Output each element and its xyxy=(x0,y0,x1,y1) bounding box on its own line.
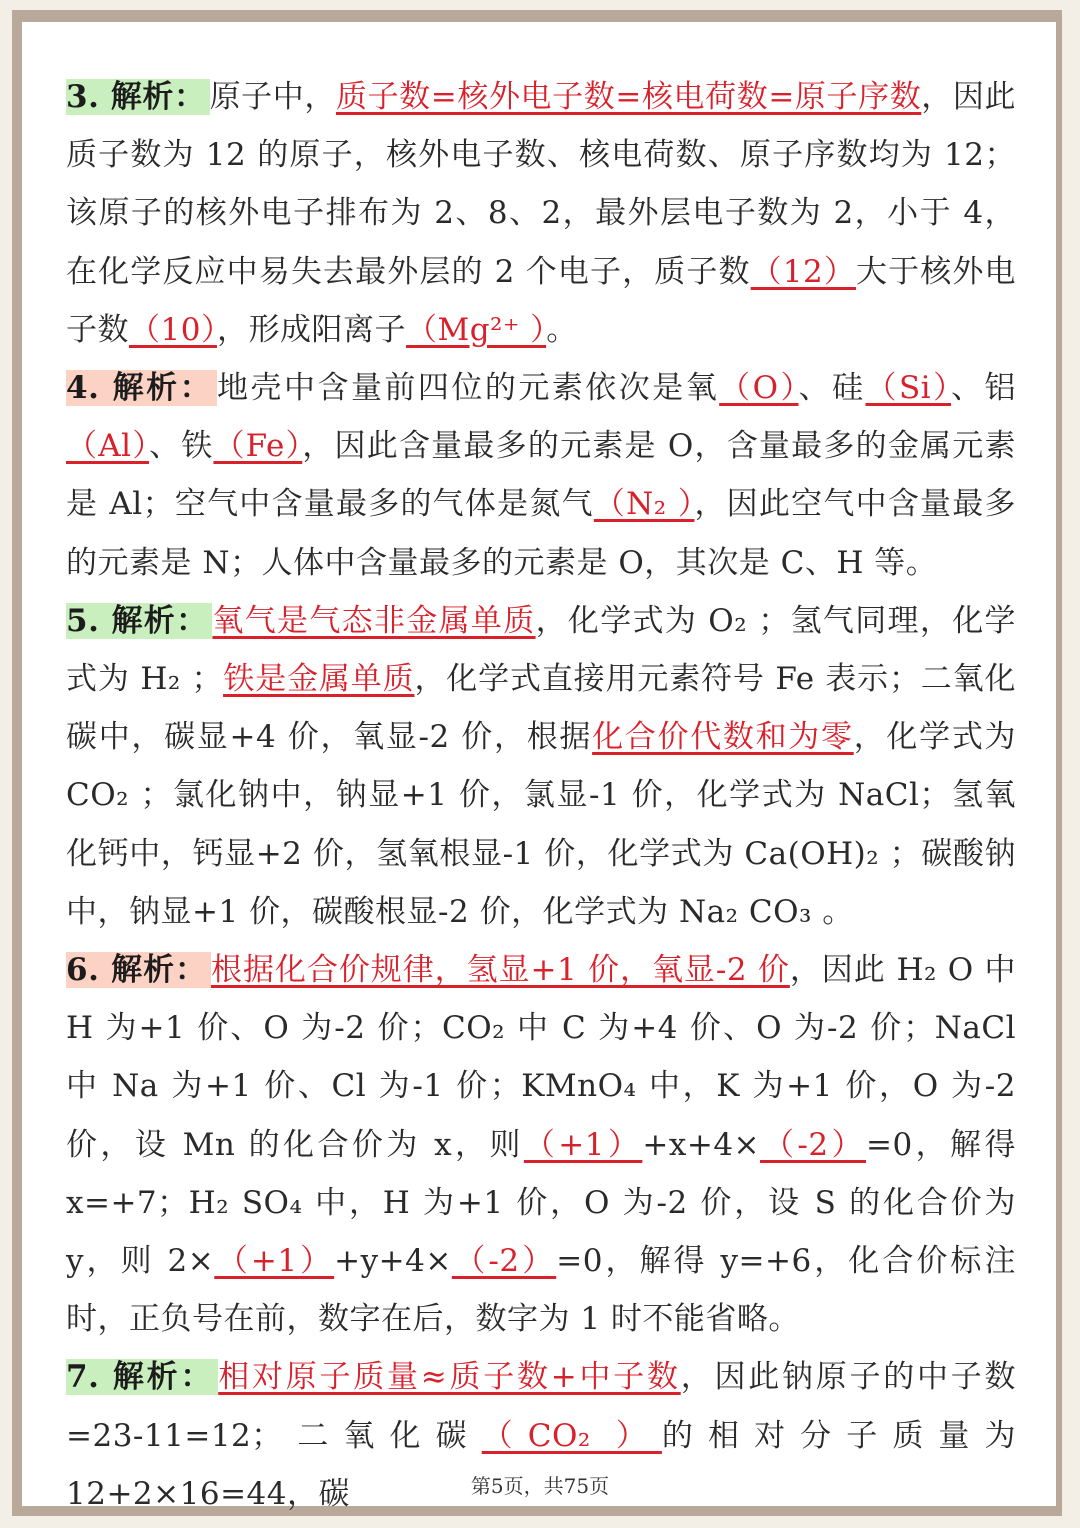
text: ，因此空气中含量最多的元素是 N；人体中含量最多的元素是 O，其次是 C、H 等。 xyxy=(66,486,1017,581)
text: ，化学式直接用元素符号 Fe 表示；二氧化碳中，碳显+4 价，氧显-2 价，根据 xyxy=(66,661,1016,756)
section-6 xyxy=(66,941,1016,1348)
text: ，因此质子数为 12 的原子，核外电子数、核电荷数、原子序数均为 12；该原子的核外电子排布为 2、8、2，最外层电子数为 2，小于 4，在化学反应中易失去最外层的 2 个电子，质子数 xyxy=(66,79,1016,290)
answer-blank: （Fe） xyxy=(213,428,303,465)
section-label: 6. 解析： xyxy=(66,952,211,988)
section-4 xyxy=(66,359,1016,592)
text: 。 xyxy=(546,311,578,348)
answer-blank: （N₂ ） xyxy=(593,486,695,523)
answer-blank: （10） xyxy=(129,311,217,348)
text: ，因此含量最多的元素是 O，含量最多的金属元素是 Al；空气中含量最多的气体是氮气 xyxy=(66,428,1016,523)
text: ，因此钠原子的中子数=23-11=12；二氧化碳 xyxy=(66,1359,1017,1454)
text: =0，解得 x=+7；H₂ SO₄ 中，H 为+1 价，O 为-2 价，设 S 的化合价为 y，则 2× xyxy=(66,1126,1016,1280)
text: =0，解得 y=+6，化合价标注时，正负号在前，数字在后，数字为 1 时不能省略。 xyxy=(66,1243,1016,1338)
answer-blank: （Al） xyxy=(66,428,149,465)
highlight-text: 质子数=核外电子数=核电荷数=原子序数 xyxy=(335,79,922,115)
text: ，化学式为 CO₂ ；氯化钠中，钠显+1 价，氯显-1 价，化学式为 NaCl；氢氧化钙中，钙显+2 价，氢氧根显-1 价，化学式为 Ca(OH)₂ ；碳酸钠中，钠显+1 价，碳酸根显-2 价，化学式为 Na₂ CO₃ 。 xyxy=(66,719,1017,930)
text: ，形成阳离子 xyxy=(216,311,406,348)
highlight-text: 相对原子质量≈质子数+中子数 xyxy=(218,1359,681,1396)
highlight-text: 铁是金属单质 xyxy=(223,661,415,698)
answer-blank: （12） xyxy=(750,253,856,290)
section-5 xyxy=(66,592,1016,941)
section-label: 7. 解析： xyxy=(66,1359,218,1395)
highlight-text: 根据化合价规律，氢显+1 价，氧显-2 价 xyxy=(210,952,790,989)
answer-blank: （Si） xyxy=(865,370,952,407)
answer-blank: （+1） xyxy=(523,1126,643,1163)
text: 原子中， xyxy=(209,79,336,115)
text: 地壳中含量前四位的元素依次是氧 xyxy=(217,370,720,407)
answer-blank: （-2） xyxy=(760,1126,866,1163)
answer-blank: （Mg²⁺ ） xyxy=(405,311,547,348)
text: 、铝 xyxy=(951,370,1017,407)
section-label: 3. 解析： xyxy=(66,79,210,115)
text: 、铁 xyxy=(148,428,214,465)
text: +x+4× xyxy=(642,1126,761,1163)
text: 大于核外电子数 xyxy=(66,253,1016,348)
text: ，化学式为 O₂ ；氢气同理，化学式为 H₂ ； xyxy=(66,602,1017,698)
text: 、硅 xyxy=(798,370,866,407)
page-number-footer: 第5页，共75页 xyxy=(470,1474,610,1498)
text: 的相对分子质量为 12+2×16=44，碳 xyxy=(66,1417,1017,1512)
answer-blank: （-2） xyxy=(451,1243,557,1280)
text: ，因此 H₂ O 中 H 为+1 价、O 为-2 价；CO₂ 中 C 为+4 价、O 为-2 价；NaCl 中 Na 为+1 价、Cl 为-1 价；KMnO₄ 中，K 为+1 价，O 为-2 价，设 Mn 的化合价为 x，则 xyxy=(66,952,1016,1163)
answer-blank: （CO₂ ） xyxy=(481,1417,662,1454)
document-body xyxy=(66,68,1016,1523)
text: +y+4× xyxy=(334,1243,452,1280)
answer-blank: （O） xyxy=(719,370,799,407)
answer-blank: （+1） xyxy=(214,1243,335,1280)
section-3 xyxy=(66,68,1016,359)
highlight-text: 氧气是气态非金属单质 xyxy=(212,602,536,639)
section-label: 4. 解析： xyxy=(66,370,217,406)
highlight-text: 化合价代数和为零 xyxy=(592,719,854,756)
section-label: 5. 解析： xyxy=(66,603,212,639)
